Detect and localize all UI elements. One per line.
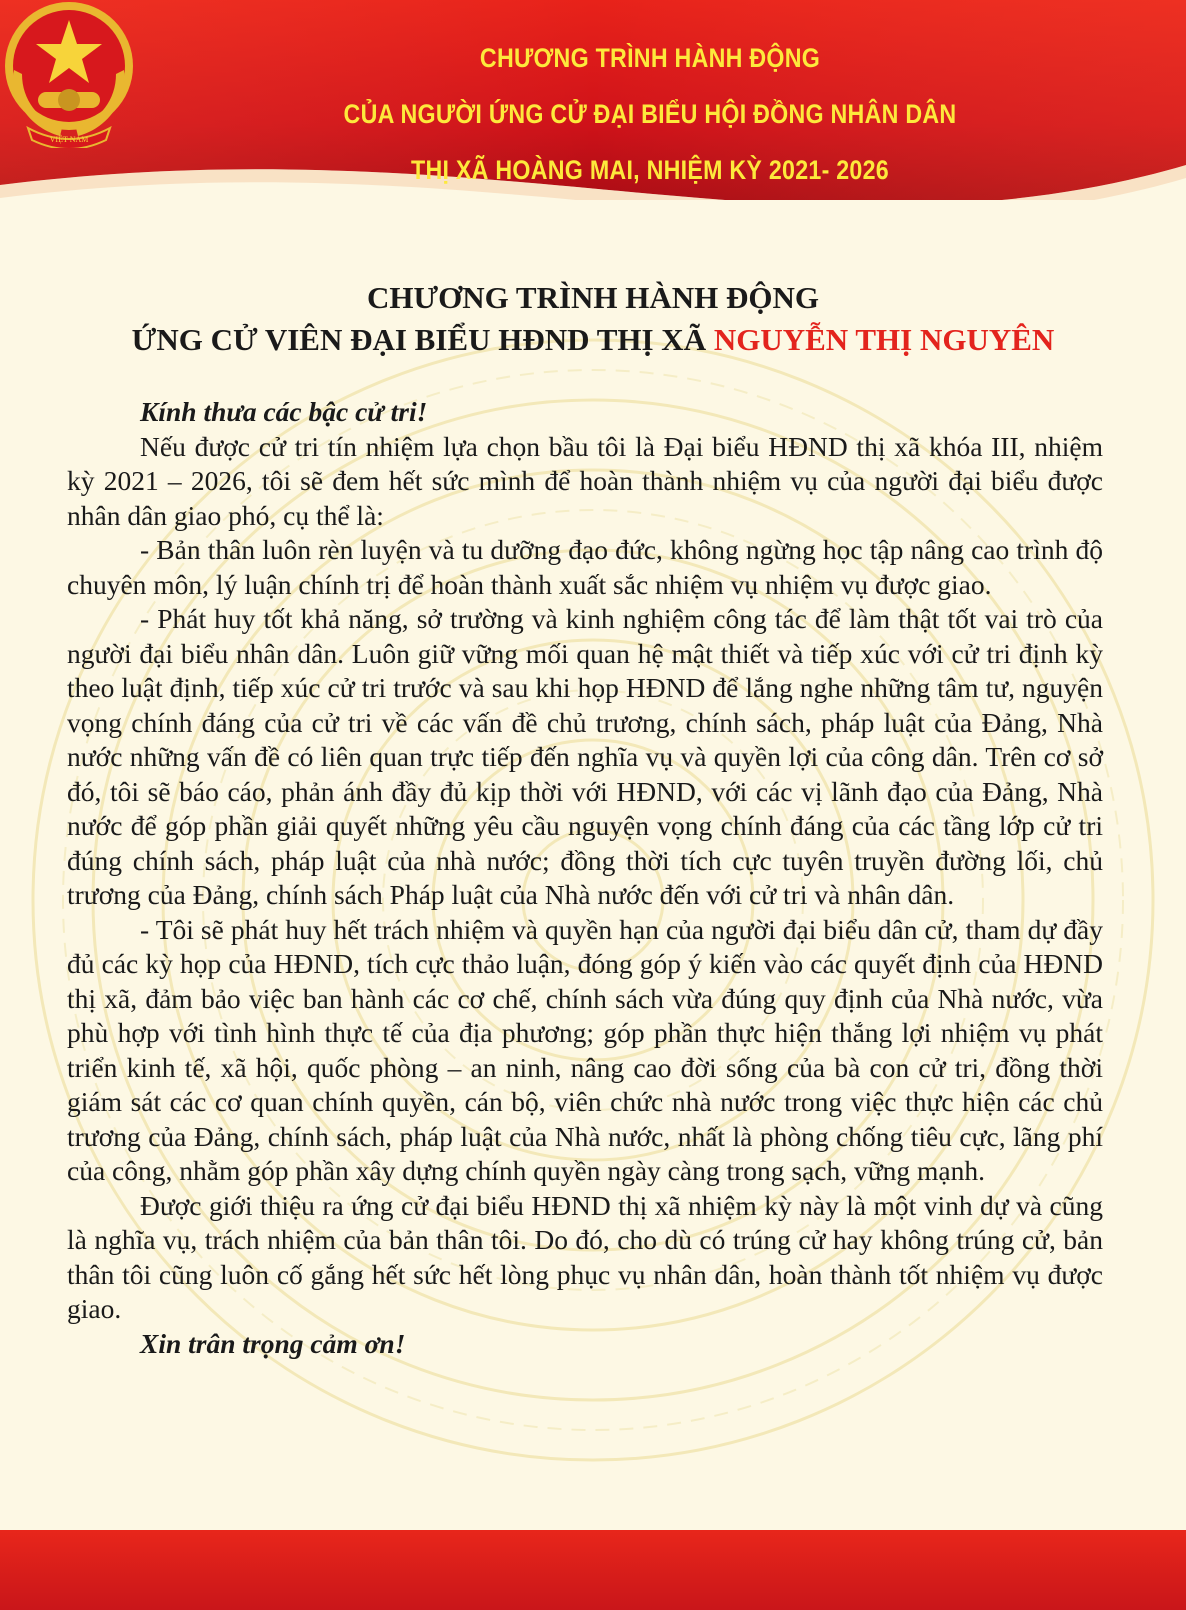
body-paragraph-3: - Phát huy tốt khả năng, sở trường và kinh nghiệm công tác để làm thật tốt vai trò của người đại biểu nhân dân. Luôn giữ vững mối quan hệ mật thiết và tiếp xúc với cử tri định kỳ theo luật định, tiếp xúc cử tri trước và sau khi họp HĐND để lắng nghe những tâm tư, nguyện vọng chính đáng của cử tri về các vấn đề chủ trương, chính sách, pháp luật của Đảng, Nhà nước những vấn đề có liên quan trực tiếp đến nghĩa vụ và quyền lợi của công dân. Trên cơ sở đó, tôi sẽ báo cáo, phản ánh đầy đủ kịp thời với HĐND, với các vị lãnh đạo của Đảng, Nhà nước để góp phần giải quyết những yêu cầu nguyện vọng chính đáng của các tầng lớp cử tri đúng chính sách, pháp luật của nhà nước; đồng thời tích cực tuyên truyền đường lối, chủ trương của Đảng, chính sách Pháp luật của Nhà nước đến với cử tri và nhân dân. <box>67 603 1103 910</box>
banner-title-line-3: THỊ XÃ HOÀNG MAI, NHIỆM KỲ 2021- 2026 <box>411 155 889 185</box>
heading-line-2-prefix: ỨNG CỬ VIÊN ĐẠI BIỂU HĐND THỊ XÃ <box>131 322 714 357</box>
banner-title-line-2: CỦA NGƯỜI ỨNG CỬ ĐẠI BIỂU HỘI ĐỒNG NHÂN DÂN <box>343 99 957 129</box>
candidate-name: NGUYỄN THỊ NGUYÊN <box>713 322 1055 357</box>
header-banner <box>0 0 1186 200</box>
banner-title-line-1: CHƯƠNG TRÌNH HÀNH ĐỘNG <box>479 43 821 73</box>
document-heading <box>0 277 1186 361</box>
body-paragraph-1: Nếu được cử tri tín nhiệm lựa chọn bầu tôi là Đại biểu HĐND thị xã khóa III, nhiệm kỳ 2021 – 2026, tôi sẽ đem hết sức mình để hoàn thành nhiệm vụ của người đại biểu được nhân dân giao phó, cụ thể là: <box>67 430 1103 531</box>
body-paragraph-4: - Tôi sẽ phát huy hết trách nhiệm và quyền hạn của người đại biểu dân cử, tham dự đầy đủ các kỳ họp của HĐND, tích cực thảo luận, đóng góp ý kiến vào các quyết định của HĐND thị xã, đảm bảo việc ban hành các cơ chế, chính sách vừa đúng quy định của Nhà nước, vừa phù hợp với tình hình thực tế của địa phương; góp phần thực hiện thắng lợi nhiệm vụ phát triển kinh tế, xã hội, quốc phòng – an ninh, nâng cao đời sống của bà con cử tri, đồng thời giám sát các cơ quan chính quyền, cán bộ, viên chức nhà nước trong việc thực hiện các chủ trương của Đảng, chính sách, pháp luật của Nhà nước, nhất là phòng chống tiêu cực, lãng phí của công, nhằm góp phần xây dựng chính quyền ngày càng trong sạch, vững mạnh. <box>67 913 1103 1186</box>
greeting: Kính thưa các bậc cử tri! <box>140 396 428 427</box>
closing: Xin trân trọng cảm ơn! <box>140 1327 406 1359</box>
emblem-ribbon-text: VIỆT NAM <box>49 135 89 144</box>
banner-title <box>306 30 994 198</box>
national-emblem-icon <box>0 0 138 148</box>
heading-line-1: CHƯƠNG TRÌNH HÀNH ĐỘNG <box>366 280 820 315</box>
body-paragraph-5: Được giới thiệu ra ứng cử đại biểu HĐND thị xã nhiệm kỳ này là một vinh dự và cũng là nghĩa vụ, trách nhiệm của bản thân tôi. Do đó, cho dù có trúng cử hay không trúng cử, bản thân tôi cũng luôn cố gắng hết sức hết lòng phục vụ nhân dân, hoàn thành tốt nhiệm vụ được giao. <box>67 1189 1103 1324</box>
document-body <box>67 395 1103 1361</box>
heading-line-2 <box>0 319 1186 361</box>
footer-band <box>0 1530 1186 1610</box>
body-paragraph-2: - Bản thân luôn rèn luyện và tu dưỡng đạo đức, không ngừng học tập nâng cao trình độ chuyên môn, lý luận chính trị để hoàn thành xuất sắc nhiệm vụ nhiệm vụ được giao. <box>67 534 1103 600</box>
